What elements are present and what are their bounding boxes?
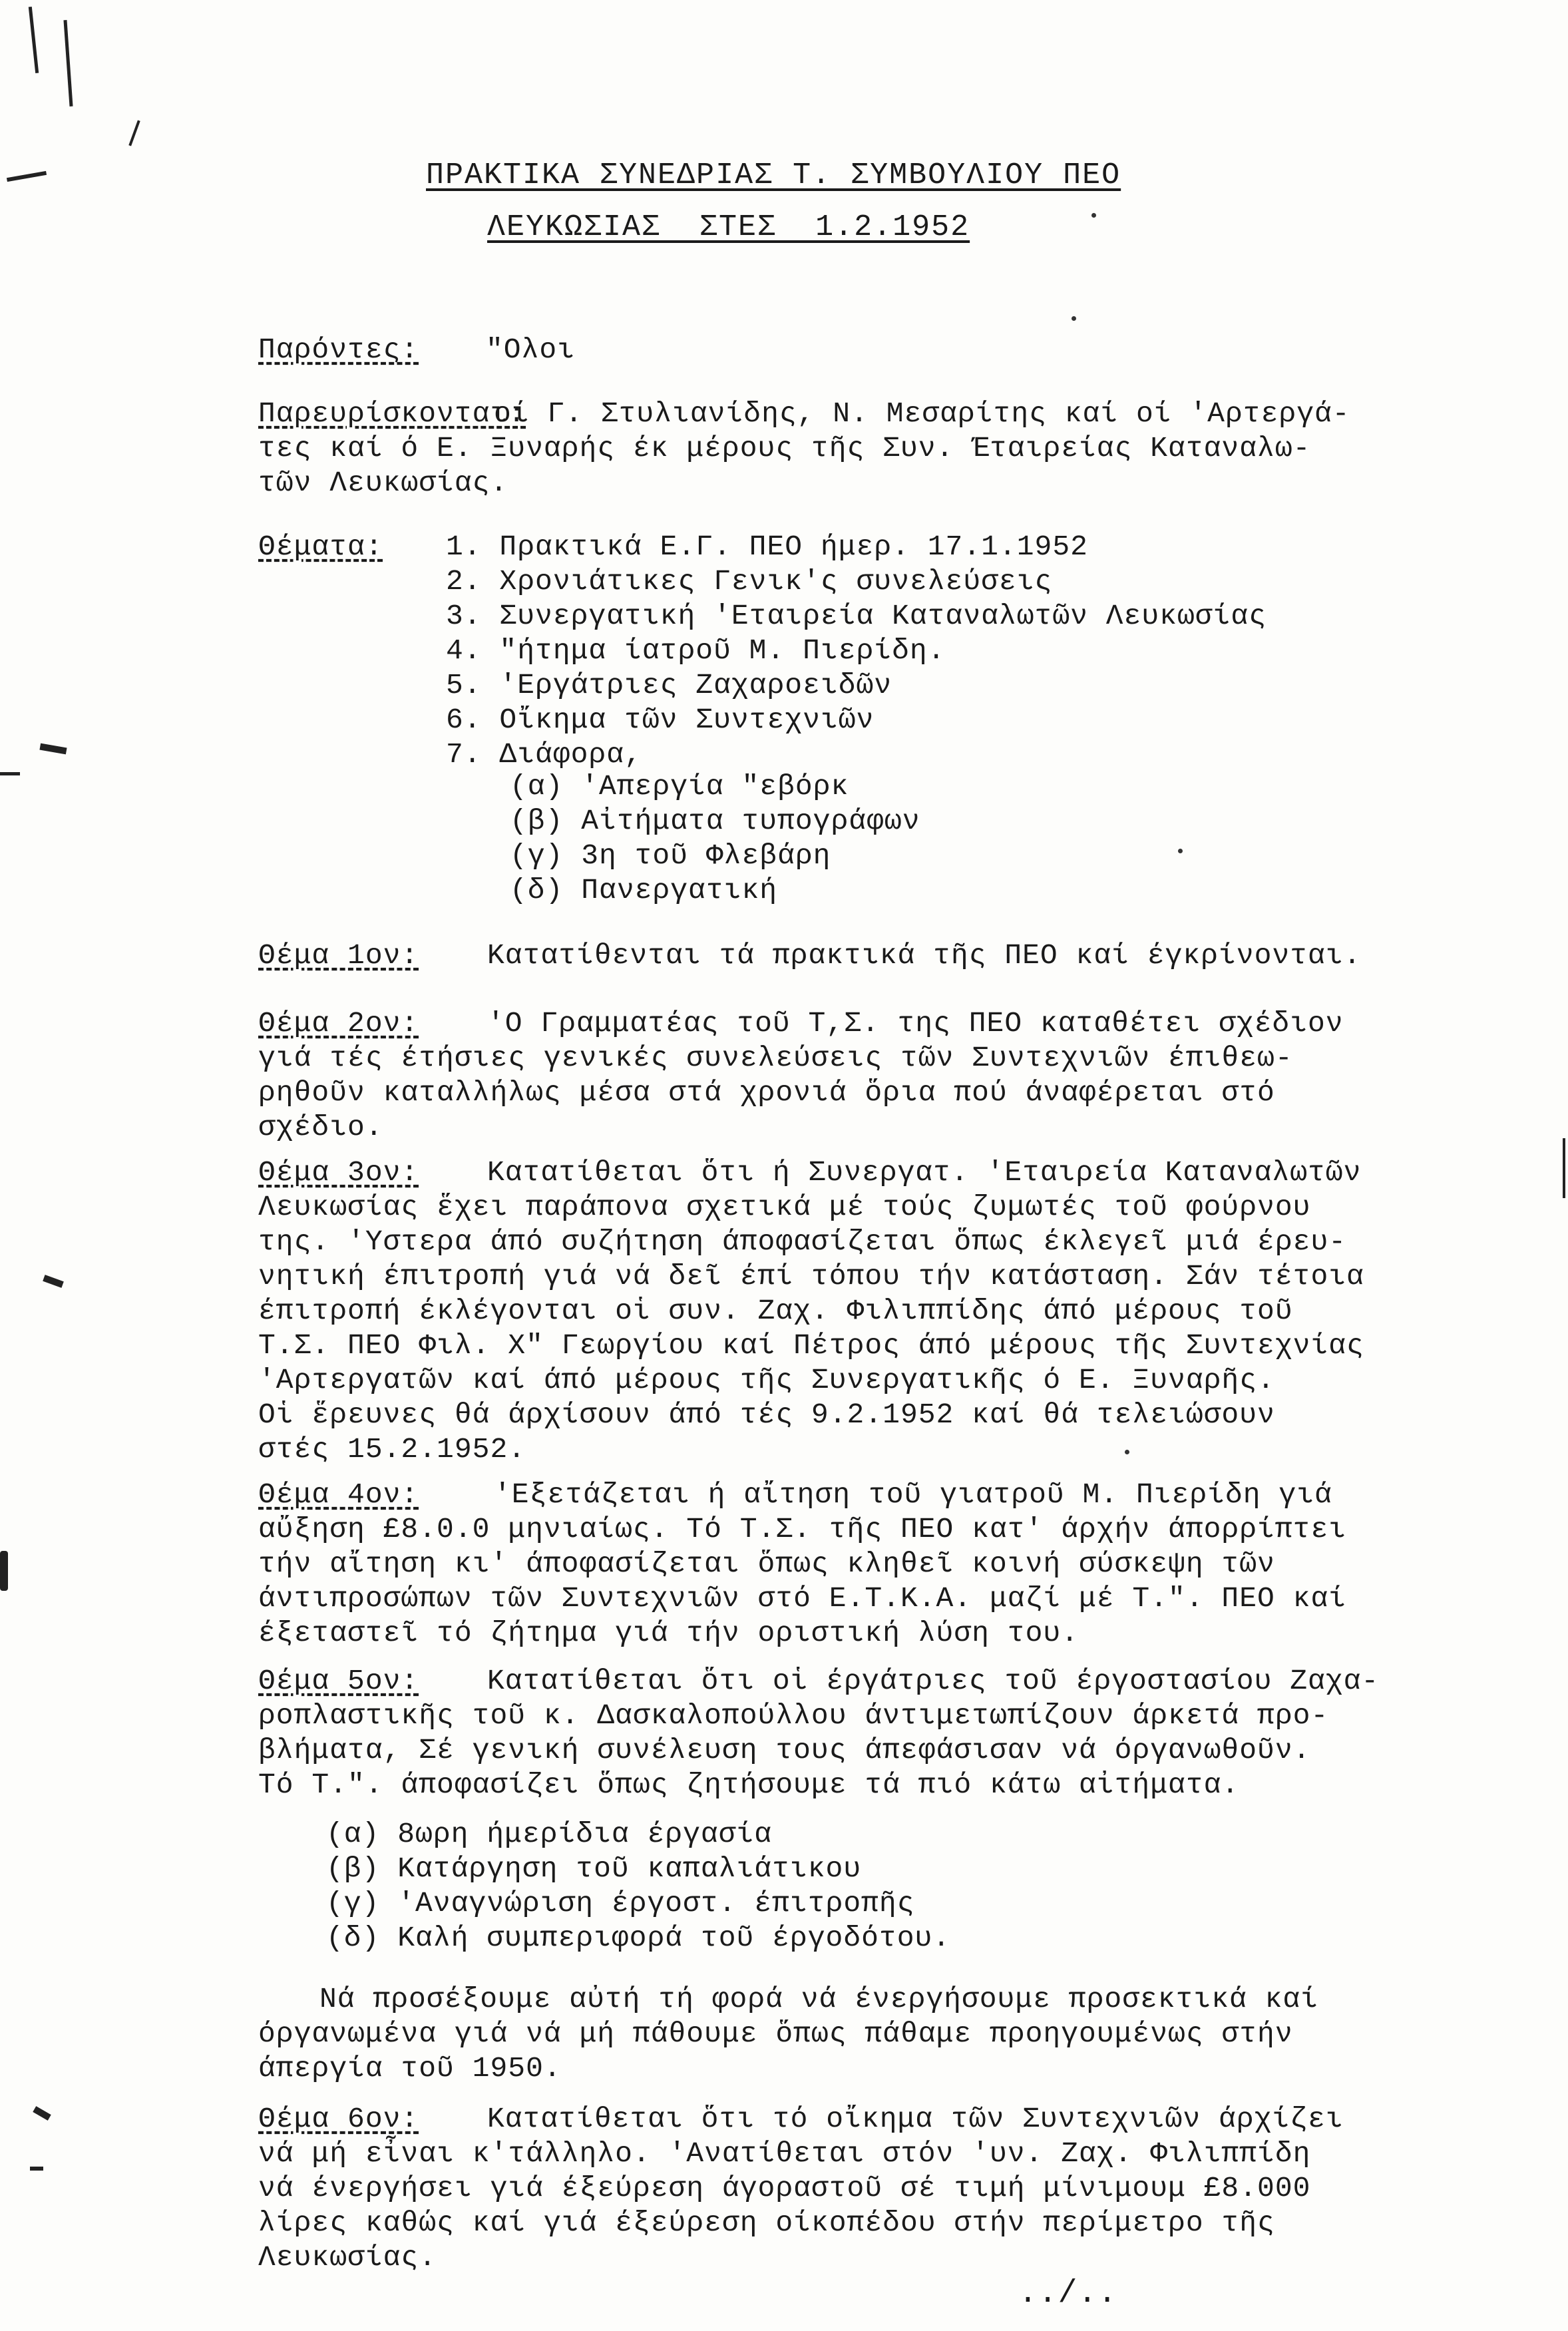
- item5-text: βλήματα, Σέ γενική συνέλευση τους άπεφάσισαν νά όργανωθοῦν.: [258, 1734, 1311, 1767]
- topic-item: 6. Οἴκημα τῶν Συντεχνιῶν: [446, 704, 875, 736]
- also-present-label: Παρευρίσκονται:: [258, 397, 526, 430]
- subtopic-item: (δ) Πανεργατική: [510, 874, 778, 907]
- topic-item: 3. Συνεργατική 'Εταιρεία Καταναλωτῶν Λευκωσίας: [446, 600, 1267, 632]
- item5-label: Θέμα 5ον:: [258, 1665, 419, 1697]
- item3-label: Θέμα 3ον:: [258, 1156, 419, 1189]
- item3-text: Λευκωσίας ἕχει παράπονα σχετικά μέ τούς ζυμωτές τοῦ φούρνου: [258, 1191, 1311, 1223]
- scan-speck: [1091, 213, 1096, 218]
- item4-text: αὔξηση £8.0.0 μηνιαίως. Τό Τ.Σ. τῆς ΠΕΟ κατ' άρχήν άπορρίπτει: [258, 1513, 1347, 1546]
- item1-label: Θέμα 1ον:: [258, 939, 419, 972]
- also-present-line: τῶν Λευκωσίας.: [258, 467, 508, 499]
- scan-mark: [7, 171, 47, 182]
- scan-mark: [128, 120, 140, 146]
- item3-text: στές 15.2.1952.: [258, 1433, 526, 1466]
- item3-text: έπιτροπή έκλέγονται οἱ συν. Ζαχ. Φιλιππίδης άπό μέρους τοῦ: [258, 1295, 1293, 1327]
- item3-text: Κατατίθεται ὅτι ή Συνεργατ. 'Εταιρεία Καταναλωτῶν: [487, 1156, 1362, 1189]
- item2-text: ρηθοῦν καταλλήλως μέσα στά χρονιά ὅρια πού άναφέρεται στό: [258, 1076, 1275, 1109]
- item4-text: τήν αἴτηση κι' άποφασίζεται ὅπως κληθεῖ κοινή σύσκεψη τῶν: [258, 1548, 1275, 1580]
- scan-speck: [1072, 316, 1076, 321]
- item5-text: ροπλαστικῆς τοῦ κ. Δασκαλοπούλλου άντιμετωπίζουν άρκετά προ-: [258, 1699, 1329, 1732]
- item5-text: Κατατίθεται ὅτι οἱ έργάτριες τοῦ έργοστασίου Ζαχα-: [487, 1665, 1380, 1697]
- scan-mark: [39, 743, 67, 755]
- item3-text: της. 'Υστερα άπό συζήτηση άποφασίζεται ὅπως έκλεγεῖ μιά έρευ-: [258, 1225, 1347, 1258]
- scan-mark: [29, 7, 39, 73]
- present-value: "Ολοι: [486, 333, 576, 366]
- demand-item: (β) Κατάργηση τοῦ καπαλιάτικου: [326, 1852, 862, 1885]
- also-present-line: τες καί ό Ε. Ξυναρής έκ μέρους τῆς Συν. Έταιρείας Καταναλω-: [258, 432, 1311, 465]
- document-title-line2: ΛΕΥΚΩΣΙΑΣ ΣΤΕΣ 1.2.1952: [487, 210, 970, 244]
- closing-paragraph-line: όργανωμένα γιά νά μή πάθουμε ὅπως πάθαμε προηγουμένως στήν: [258, 2017, 1293, 2050]
- item2-text: 'Ο Γραμματέας τοῦ Τ,Σ. της ΠΕΟ καταθέτει σχέδιον: [487, 1007, 1344, 1040]
- item1-text: Κατατίθενται τά πρακτικά τῆς ΠΕΟ καί έγκρίνονται.: [487, 939, 1362, 972]
- item2-text: σχέδιο.: [258, 1111, 383, 1144]
- item4-text: έξεταστεῖ τό ζήτημα γιά τήν οριστική λύση του.: [258, 1617, 1079, 1649]
- subtopic-item: (γ) 3η τοῦ Φλεβάρη: [510, 839, 831, 872]
- item6-text: Κατατίθεται ὅτι τό οἴκημα τῶν Συντεχνιῶν άρχίζει: [487, 2103, 1344, 2135]
- present-label: Παρόντες:: [258, 333, 419, 366]
- scan-mark: [1563, 1138, 1565, 1198]
- closing-paragraph-line: άπεργία τοῦ 1950.: [258, 2052, 562, 2085]
- scan-mark: [30, 2167, 43, 2171]
- closing-paragraph-line: Νά προσέξουμε αὐτή τή φορά νά ένεργήσουμε προσεκτικά καί: [319, 1983, 1319, 2015]
- document-title-line1: ΠΡΑΚΤΙΚΑ ΣΥΝΕΔΡΙΑΣ Τ. ΣΥΜΒΟΥΛΙΟΥ ΠΕΟ: [426, 158, 1121, 192]
- topic-item: 7. Διάφορα,: [446, 738, 642, 771]
- item3-text: Οἱ ἕρευνες θά άρχίσουν άπό τές 9.2.1952 καί θά τελειώσουν: [258, 1398, 1275, 1431]
- item2-text: γιά τές έτήσιες γενικές συνελεύσεις τῶν Συντεχνιῶν έπιθεω-: [258, 1042, 1293, 1074]
- subtopic-item: (β) Αἰτήματα τυπογράφων: [510, 805, 920, 837]
- scan-mark: [43, 1275, 64, 1288]
- item5-text: Τό Τ.". άποφασίζει ὅπως ζητήσουμε τά πιό κάτω αἰτήματα.: [258, 1769, 1240, 1801]
- subtopic-item: (α) 'Απεργία "εβόρκ: [510, 770, 849, 803]
- topics-label: Θέματα:: [258, 530, 383, 563]
- item6-text: λίρες καθώς καί γιά έξεύρεση οίκοπέδου στήν περίμετρο τῆς: [258, 2207, 1275, 2239]
- demand-item: (α) 8ωρη ήμερίδια έργασία: [326, 1818, 773, 1850]
- item3-text: 'Αρτεργατῶν καί άπό μέρους τῆς Συνεργατικῆς ό Ε. Ξυναρῆς.: [258, 1364, 1275, 1396]
- item4-label: Θέμα 4ον:: [258, 1478, 419, 1511]
- demand-item: (δ) Καλή συμπεριφορά τοῦ έργοδότου.: [326, 1922, 951, 1954]
- item6-text: νά μή εἶναι κ'τάλληλο. 'Ανατίθεται στόν 'υν. Ζαχ. Φιλιππίδη: [258, 2137, 1311, 2170]
- topic-item: 4. "ήτημα ίατροῦ Μ. Πιερίδη.: [446, 634, 946, 667]
- topic-item: 1. Πρακτικά Ε.Γ. ΠΕΟ ήμερ. 17.1.1952: [446, 530, 1088, 563]
- item3-text: Τ.Σ. ΠΕΟ Φιλ. Χ" Γεωργίου καί Πέτρος άπό μέρους τῆς Συντεχνίας: [258, 1329, 1364, 1362]
- item4-text: άντιπροσώπων τῶν Συντεχνιῶν στό Ε.Τ.Κ.Α. μαζί μέ Τ.". ΠΕΟ καί: [258, 1582, 1347, 1615]
- continuation-marker: ../..: [1018, 2276, 1118, 2312]
- item3-text: νητική έπιτροπή γιά νά δεῖ έπί τόπου τήν κατάσταση. Σάν τέτοια: [258, 1260, 1364, 1293]
- item6-label: Θέμα 6ον:: [258, 2103, 419, 2135]
- item6-text: νά ένεργήσει γιά έξεύρεση άγοραστοῦ σέ τιμή μίνιμουμ £8.000: [258, 2172, 1311, 2205]
- also-present-line: οί Γ. Στυλιανίδης, Ν. Μεσαρίτης καί οί 'Αρτεργά-: [494, 397, 1350, 430]
- item2-label: Θέμα 2ον:: [258, 1007, 419, 1040]
- scan-mark: [0, 772, 20, 775]
- topic-item: 2. Χρονιάτικες Γενικ'ς συνελεύσεις: [446, 565, 1053, 598]
- demand-item: (γ) 'Αναγνώριση έργοστ. έπιτροπῆς: [326, 1887, 915, 1920]
- scan-mark: [63, 20, 73, 106]
- scan-speck: [1178, 849, 1183, 853]
- topic-item: 5. 'Εργάτριες Ζαχαροειδῶν: [446, 669, 892, 702]
- item4-text: 'Εξετάζεται ή αἴτηση τοῦ γιατροῦ Μ. Πιερίδη γιά: [494, 1478, 1332, 1511]
- item6-text: Λευκωσίας.: [258, 2241, 437, 2274]
- scan-speck: [1125, 1450, 1129, 1454]
- scan-mark: [33, 2106, 51, 2121]
- scan-mark: [0, 1551, 8, 1591]
